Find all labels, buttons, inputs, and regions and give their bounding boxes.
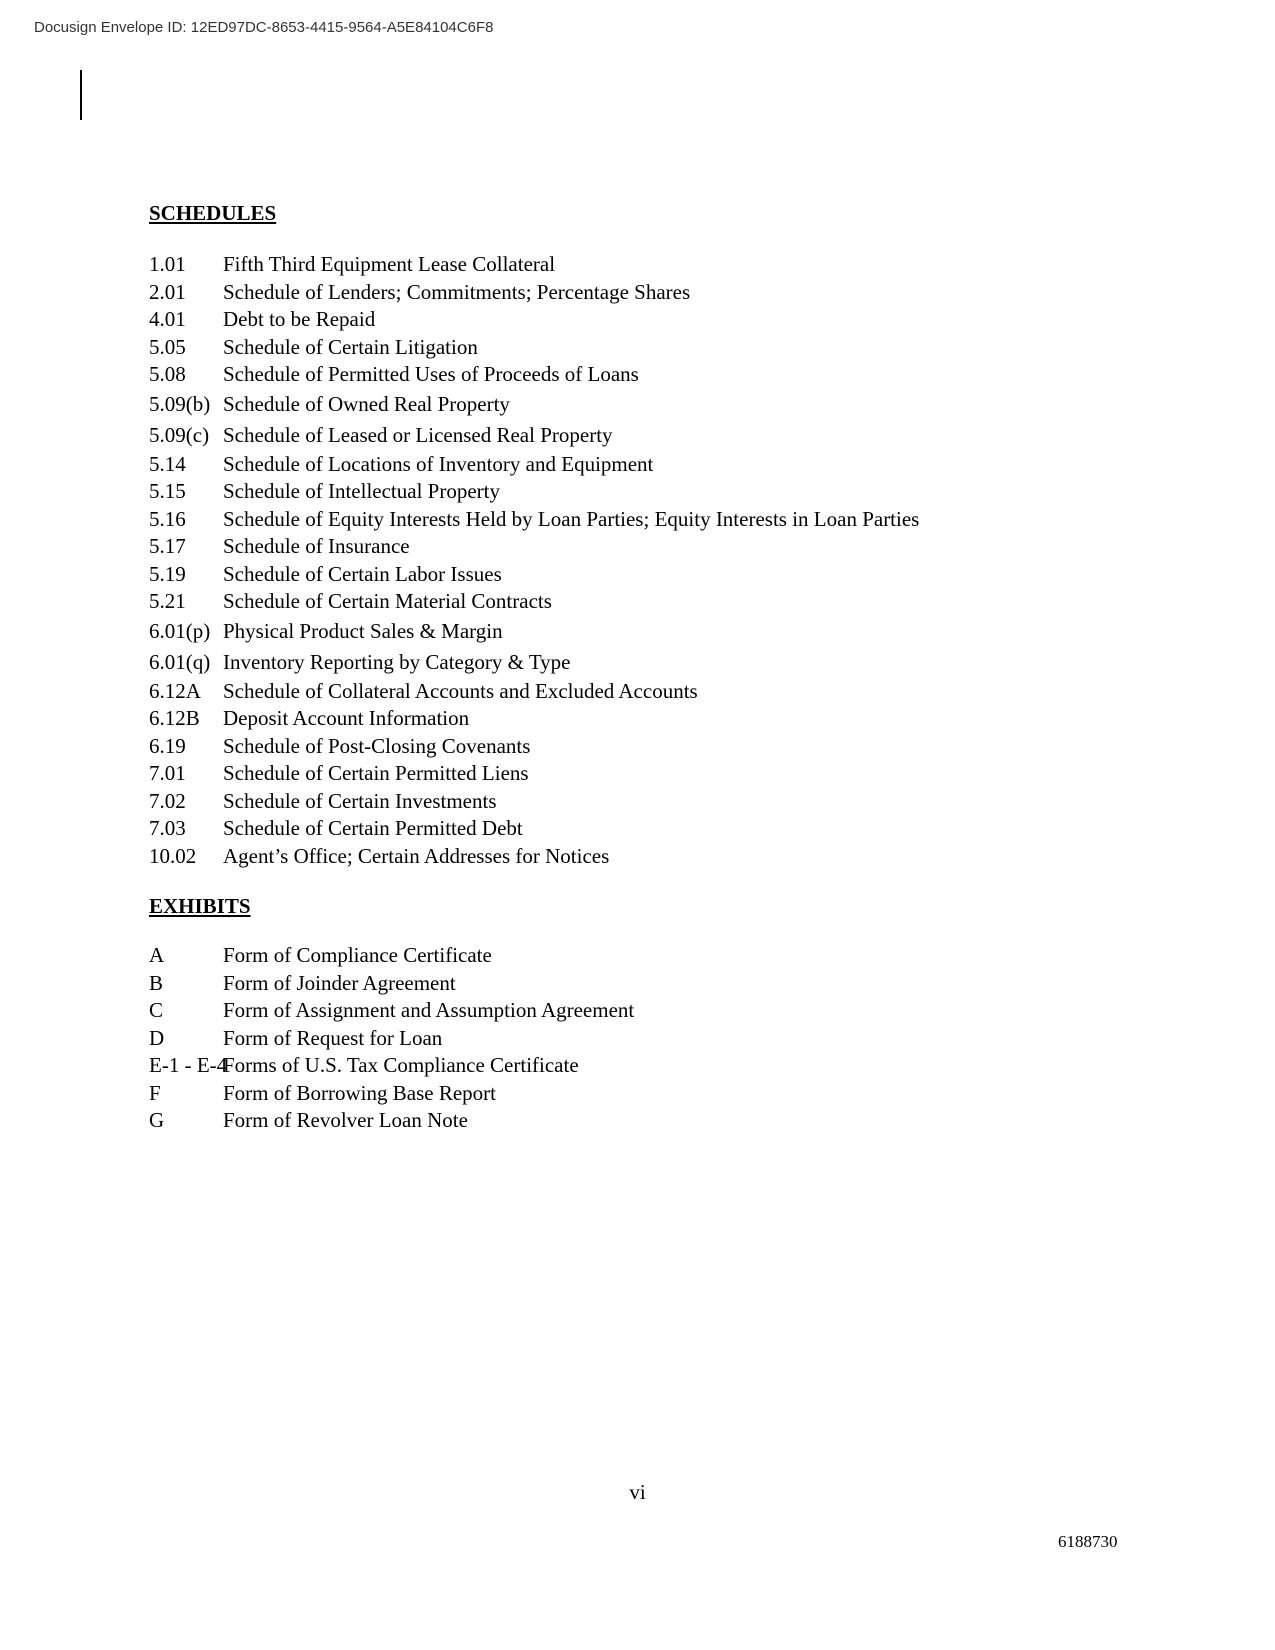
schedules-item-number: 6.01(p) bbox=[149, 618, 211, 643]
exhibits-item-title: Form of Borrowing Base Report bbox=[223, 1080, 496, 1105]
exhibits-item bbox=[149, 997, 1149, 1025]
schedules-list bbox=[149, 251, 1149, 870]
schedules-item-title: Deposit Account Information bbox=[223, 706, 470, 730]
schedules-item-title: Physical Product Sales & Margin bbox=[223, 618, 503, 643]
schedules-item-title: Schedule of Owned Real Property bbox=[223, 391, 510, 416]
exhibits-item bbox=[149, 1052, 1149, 1080]
schedules-item-title: Schedule of Certain Investments bbox=[223, 788, 497, 813]
schedules-item-number: 5.09(c) bbox=[149, 422, 210, 447]
schedules-item bbox=[149, 678, 1149, 706]
exhibits-item-title: Form of Joinder Agreement bbox=[223, 970, 456, 995]
schedules-item-title: Schedule of Locations of Inventory and Equipment bbox=[223, 451, 654, 476]
schedules-item-number: 5.09(b) bbox=[149, 391, 211, 416]
schedules-item-number: 5.05 bbox=[149, 334, 186, 359]
schedules-item bbox=[149, 420, 1149, 451]
schedules-item-number: 5.14 bbox=[149, 451, 186, 476]
schedules-item-number: 1.01 bbox=[149, 252, 186, 276]
schedules-item-number: 5.15 bbox=[149, 479, 186, 503]
exhibits-item-title: Form of Compliance Certificate bbox=[223, 943, 492, 967]
schedules-item bbox=[149, 588, 1149, 616]
exhibits-heading: EXHIBITS bbox=[149, 894, 251, 918]
document-body bbox=[149, 200, 1149, 1135]
schedules-item bbox=[149, 561, 1149, 589]
schedules-item-title: Schedule of Lenders; Commitments; Percentage Shares bbox=[223, 279, 691, 304]
schedules-item bbox=[149, 451, 1149, 479]
schedules-item-number: 5.17 bbox=[149, 534, 186, 558]
schedules-item-title: Schedule of Leased or Licensed Real Property bbox=[223, 422, 613, 447]
schedules-item bbox=[149, 616, 1149, 647]
exhibits-item bbox=[149, 1080, 1149, 1108]
schedules-item-title: Schedule of Certain Litigation bbox=[223, 334, 478, 359]
exhibits-item-number: G bbox=[149, 1108, 165, 1132]
schedules-item-title: Fifth Third Equipment Lease Collateral bbox=[223, 252, 556, 276]
schedules-item bbox=[149, 647, 1149, 678]
exhibits-item-title: Form of Assignment and Assumption Agreement bbox=[223, 998, 635, 1022]
schedules-item-number: 6.12A bbox=[149, 678, 201, 703]
schedules-item-number: 7.03 bbox=[149, 816, 186, 840]
schedules-item bbox=[149, 334, 1149, 362]
schedules-item-number: 5.16 bbox=[149, 506, 186, 531]
schedules-item bbox=[149, 533, 1149, 561]
schedules-item bbox=[149, 733, 1149, 761]
exhibits-item-title: Forms of U.S. Tax Compliance Certificate bbox=[223, 1053, 579, 1077]
schedules-item bbox=[149, 815, 1149, 843]
schedules-item-number: 5.08 bbox=[149, 362, 186, 386]
exhibits-item-title: Form of Request for Loan bbox=[223, 1025, 443, 1050]
schedules-item bbox=[149, 506, 1149, 534]
exhibits-item bbox=[149, 970, 1149, 998]
schedules-item-title: Schedule of Post-Closing Covenants bbox=[223, 733, 531, 758]
page-number: vi bbox=[629, 1480, 646, 1504]
schedules-item-number: 6.19 bbox=[149, 733, 186, 758]
exhibits-item-number: E-1 - E-4 bbox=[149, 1053, 228, 1077]
exhibits-item bbox=[149, 942, 1149, 970]
schedules-item-number: 5.21 bbox=[149, 589, 186, 613]
schedules-item-title: Schedule of Intellectual Property bbox=[223, 479, 500, 503]
schedules-heading: SCHEDULES bbox=[149, 201, 277, 225]
schedules-item-number: 6.01(q) bbox=[149, 649, 211, 674]
schedules-item-number: 5.19 bbox=[149, 561, 186, 586]
exhibits-item bbox=[149, 1025, 1149, 1053]
schedules-item-number: 4.01 bbox=[149, 307, 186, 331]
schedules-item bbox=[149, 361, 1149, 389]
schedules-item-title: Inventory Reporting by Category & Type bbox=[223, 649, 571, 674]
exhibits-item-number: C bbox=[149, 998, 164, 1022]
schedules-item bbox=[149, 760, 1149, 788]
schedules-item-title: Schedule of Equity Interests Held by Loan Parties; Equity Interests in Loan Parties bbox=[223, 506, 920, 531]
schedules-item-title: Schedule of Permitted Uses of Proceeds of Loans bbox=[223, 362, 639, 386]
envelope-id: Docusign Envelope ID: 12ED97DC-8653-4415-9564-A5E84104C6F8 bbox=[34, 19, 494, 36]
schedules-item-number: 10.02 bbox=[149, 843, 197, 868]
schedules-item bbox=[149, 279, 1149, 307]
schedules-item-number: 7.01 bbox=[149, 761, 186, 785]
schedules-item-number: 6.12B bbox=[149, 706, 200, 730]
schedules-item bbox=[149, 705, 1149, 733]
schedules-item bbox=[149, 306, 1149, 334]
exhibits-item-number: B bbox=[149, 970, 164, 995]
schedules-item-title: Schedule of Certain Material Contracts bbox=[223, 589, 552, 613]
schedules-item-title: Debt to be Repaid bbox=[223, 307, 376, 331]
schedules-item bbox=[149, 389, 1149, 420]
document-number: 6188730 bbox=[1058, 1532, 1118, 1551]
schedules-item bbox=[149, 843, 1149, 871]
schedules-item-number: 2.01 bbox=[149, 279, 186, 304]
exhibits-item-number: F bbox=[149, 1080, 161, 1105]
exhibits-item-title: Form of Revolver Loan Note bbox=[223, 1108, 468, 1132]
schedules-item-title: Schedule of Certain Permitted Liens bbox=[223, 761, 529, 785]
schedules-item bbox=[149, 478, 1149, 506]
schedules-item bbox=[149, 251, 1149, 279]
schedules-item-title: Schedule of Certain Permitted Debt bbox=[223, 816, 523, 840]
schedules-item-title: Schedule of Insurance bbox=[223, 534, 410, 558]
margin-bar bbox=[80, 70, 82, 120]
exhibits-item bbox=[149, 1107, 1149, 1135]
exhibits-list bbox=[149, 942, 1149, 1135]
schedules-item-title: Agent’s Office; Certain Addresses for Notices bbox=[223, 843, 610, 868]
schedules-item-title: Schedule of Certain Labor Issues bbox=[223, 561, 502, 586]
exhibits-item-number: D bbox=[149, 1025, 165, 1050]
schedules-item-number: 7.02 bbox=[149, 788, 186, 813]
schedules-item-title: Schedule of Collateral Accounts and Excluded Accounts bbox=[223, 678, 698, 703]
exhibits-item-number: A bbox=[149, 943, 165, 967]
schedules-item bbox=[149, 788, 1149, 816]
